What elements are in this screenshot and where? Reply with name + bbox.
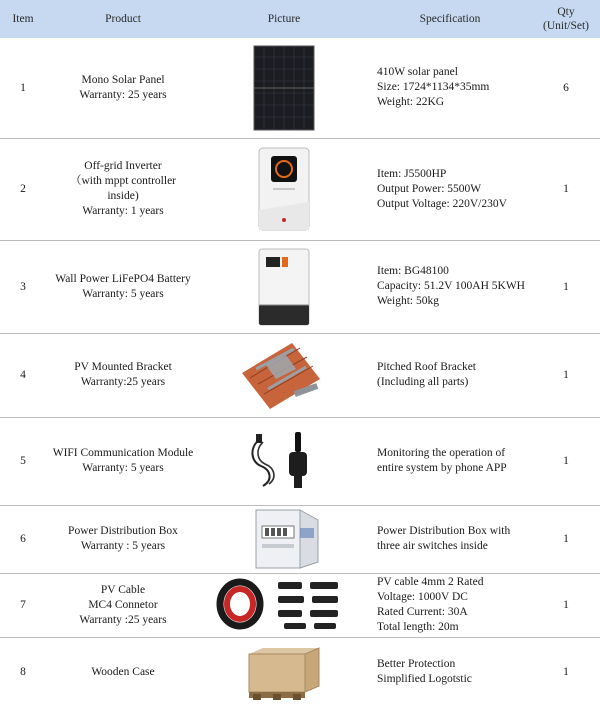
quantity: 1 bbox=[532, 573, 600, 637]
table-row bbox=[0, 333, 600, 417]
battery-icon bbox=[256, 247, 312, 327]
product-specification: Better Protection Simplified Logotstic bbox=[377, 658, 472, 686]
product-name: PV Mounted Bracket Warranty:25 years bbox=[46, 333, 200, 417]
distribution-box-icon bbox=[246, 508, 322, 570]
item-number: 7 bbox=[0, 573, 46, 637]
item-number: 5 bbox=[0, 417, 46, 505]
product-name: Power Distribution Box Warranty : 5 years bbox=[46, 505, 200, 573]
quantity: 1 bbox=[532, 417, 600, 505]
header-specification: Specification bbox=[368, 0, 532, 38]
header-qty bbox=[532, 0, 600, 38]
product-specification: PV cable 4mm 2 Rated Voltage: 1000V DC Rated Current: 30A Total length: 20m bbox=[368, 573, 532, 637]
solar-panel-icon bbox=[253, 45, 315, 131]
product-specification: Item: BG48100 Capacity: 51.2V 100AH 5KWH Weight: 50kg bbox=[368, 240, 532, 333]
product-picture bbox=[200, 505, 368, 573]
inverter-icon bbox=[257, 146, 311, 232]
product-picture bbox=[200, 138, 368, 240]
product-picture bbox=[200, 573, 368, 637]
product-name: WIFI Communication Module Warranty: 5 years bbox=[46, 417, 200, 505]
quantity: 1 bbox=[532, 333, 600, 417]
quantity: 1 bbox=[532, 138, 600, 240]
product-name: Wall Power LiFePO4 Battery Warranty: 5 years bbox=[46, 240, 200, 333]
table-header bbox=[0, 0, 600, 38]
product-picture bbox=[200, 240, 368, 333]
product-specification: Power Distribution Box with three air switches inside bbox=[368, 505, 532, 573]
header-product: Product bbox=[46, 0, 200, 38]
item-number: 1 bbox=[0, 38, 46, 138]
item-number: 2 bbox=[0, 138, 46, 240]
table-row bbox=[0, 505, 600, 573]
header-qty-unit: (Unit/Set) bbox=[543, 20, 589, 32]
product-name: Wooden Case bbox=[91, 665, 155, 678]
product-name: Mono Solar Panel Warranty: 25 years bbox=[46, 38, 200, 138]
item-number: 6 bbox=[0, 505, 46, 573]
item-number: 3 bbox=[0, 240, 46, 333]
pv-cable-icon bbox=[214, 576, 354, 634]
table-row bbox=[0, 38, 600, 138]
roof-bracket-icon bbox=[236, 339, 332, 411]
product-specification: Pitched Roof Bracket (Including all parts) bbox=[368, 333, 532, 417]
quantity: 1 bbox=[532, 505, 600, 573]
table-row bbox=[0, 138, 600, 240]
product-specification: Item: J5500HP Output Power: 5500W Output Voltage: 220V/230V bbox=[368, 138, 532, 240]
table-row bbox=[0, 417, 600, 505]
quantity: 1 bbox=[563, 666, 569, 679]
product-specification: Monitoring the operation of entire system by phone APP bbox=[368, 417, 532, 505]
quantity: 1 bbox=[532, 240, 600, 333]
item-number: 8 bbox=[20, 666, 26, 679]
table-row bbox=[0, 637, 600, 707]
wifi-module-icon bbox=[247, 428, 321, 494]
header-qty-label: Qty bbox=[557, 6, 575, 18]
table-row bbox=[0, 240, 600, 333]
table-row bbox=[0, 573, 600, 637]
product-specification: 410W solar panel Size: 1724*1134*35mm Weight: 22KG bbox=[368, 38, 532, 138]
product-picture bbox=[200, 637, 368, 707]
product-name: PV Cable MC4 Connetor Warranty :25 years bbox=[46, 573, 200, 637]
product-picture bbox=[200, 417, 368, 505]
item-number: 4 bbox=[0, 333, 46, 417]
quantity: 6 bbox=[532, 38, 600, 138]
product-picture bbox=[200, 38, 368, 138]
header-picture: Picture bbox=[200, 0, 368, 38]
product-picture bbox=[200, 333, 368, 417]
wooden-case-icon bbox=[245, 644, 323, 700]
product-name: Off-grid Inverter （with mppt controller inside) Warranty: 1 years bbox=[46, 138, 200, 240]
header-item: Item bbox=[0, 0, 46, 38]
